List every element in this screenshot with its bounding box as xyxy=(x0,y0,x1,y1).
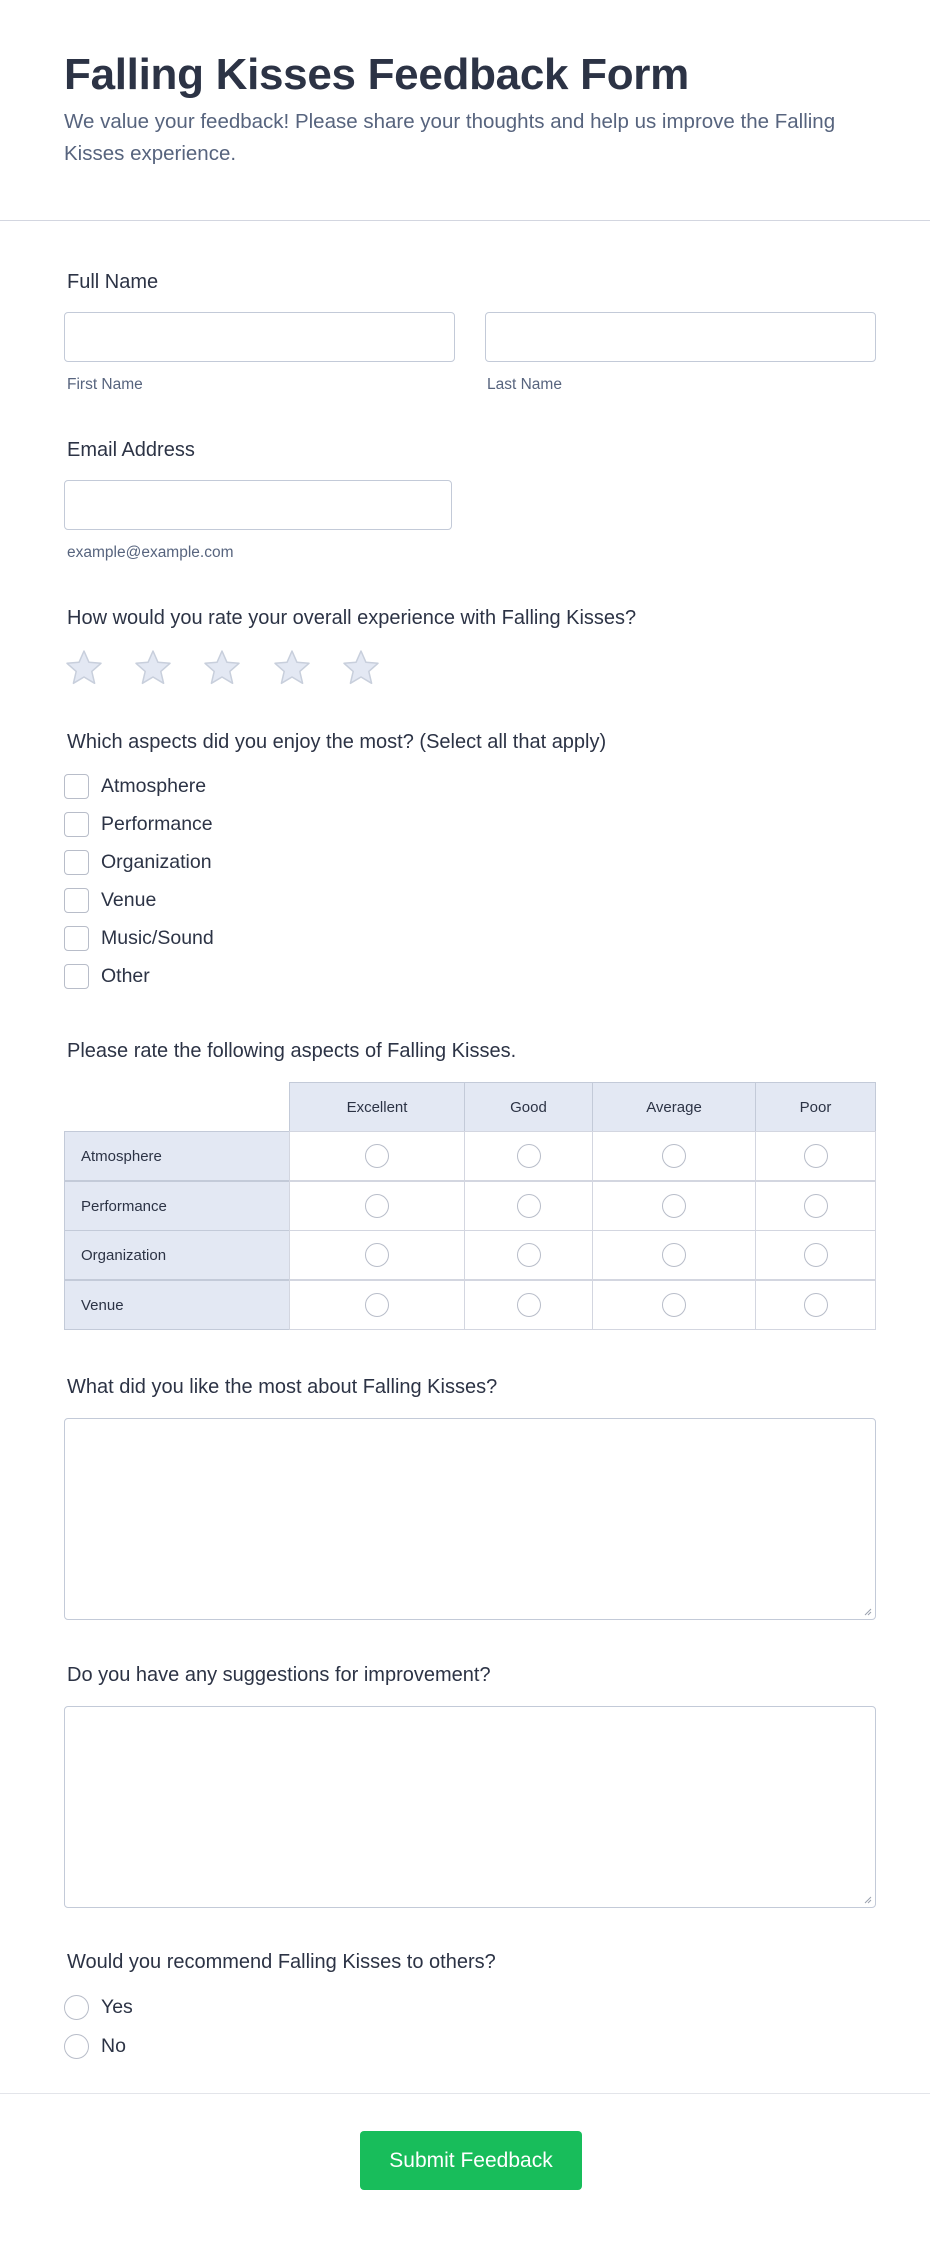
matrix-row-header: Venue xyxy=(64,1280,290,1330)
matrix-cell xyxy=(592,1181,756,1231)
matrix-radio[interactable] xyxy=(365,1194,389,1218)
aspect-option-label: Organization xyxy=(101,851,212,873)
matrix-cell xyxy=(755,1131,876,1181)
matrix-cell xyxy=(592,1131,756,1181)
recommend-option-label: Yes xyxy=(101,1996,133,2018)
matrix-cell xyxy=(755,1230,876,1280)
aspect-option-label: Music/Sound xyxy=(101,927,214,949)
matrix-radio[interactable] xyxy=(365,1144,389,1168)
full-name-label: Full Name xyxy=(67,271,159,293)
star-icon[interactable] xyxy=(64,648,104,688)
aspect-option-label: Performance xyxy=(101,813,213,835)
recommend-option-label: No xyxy=(101,2035,126,2057)
recommend-question: Would you recommend Falling Kisses to others? xyxy=(67,1951,496,1973)
aspect-option-label: Atmosphere xyxy=(101,775,207,797)
matrix-cell xyxy=(289,1181,465,1231)
matrix-cell xyxy=(464,1131,593,1181)
matrix-cell xyxy=(755,1181,876,1231)
matrix-radio[interactable] xyxy=(662,1144,686,1168)
aspect-checkbox[interactable] xyxy=(64,964,89,989)
star-icon[interactable] xyxy=(133,648,173,688)
star-icon[interactable] xyxy=(202,648,242,688)
rating-question: How would you rate your overall experience with Falling Kisses? xyxy=(67,607,637,629)
matrix-radio[interactable] xyxy=(804,1194,828,1218)
aspect-checkbox[interactable] xyxy=(64,888,89,913)
liked-most-question: What did you like the most about Falling Kisses? xyxy=(67,1376,498,1398)
suggestions-question: Do you have any suggestions for improvement? xyxy=(67,1664,491,1686)
last-name-sublabel: Last Name xyxy=(487,376,562,393)
matrix-column-header: Good xyxy=(464,1082,593,1132)
star-icon[interactable] xyxy=(272,648,312,688)
matrix-radio[interactable] xyxy=(804,1243,828,1267)
matrix-cell xyxy=(464,1181,593,1231)
footer-divider xyxy=(0,2093,930,2094)
page-subtitle: We value your feedback! Please share your thoughts and help us improve the Falling Kisses experience. xyxy=(64,110,836,165)
suggestions-textarea[interactable] xyxy=(64,1706,876,1908)
matrix-radio[interactable] xyxy=(365,1293,389,1317)
matrix-cell xyxy=(592,1280,756,1330)
aspect-checkbox[interactable] xyxy=(64,850,89,875)
aspect-checkbox[interactable] xyxy=(64,812,89,837)
matrix-radio[interactable] xyxy=(662,1293,686,1317)
last-name-input[interactable] xyxy=(485,312,876,362)
matrix-radio[interactable] xyxy=(662,1243,686,1267)
resize-grip-icon[interactable] xyxy=(862,1606,872,1616)
matrix-row-header: Performance xyxy=(64,1181,290,1231)
matrix-row-header: Organization xyxy=(64,1230,290,1280)
recommend-radio[interactable] xyxy=(64,1995,89,2020)
recommend-radio[interactable] xyxy=(64,2034,89,2059)
liked-most-textarea[interactable] xyxy=(64,1418,876,1620)
matrix-question: Please rate the following aspects of Falling Kisses. xyxy=(67,1040,517,1062)
matrix-radio[interactable] xyxy=(804,1144,828,1168)
matrix-cell xyxy=(755,1280,876,1330)
matrix-cell xyxy=(289,1131,465,1181)
matrix-radio[interactable] xyxy=(662,1194,686,1218)
matrix-radio[interactable] xyxy=(517,1194,541,1218)
aspect-option-label: Venue xyxy=(101,889,157,911)
matrix-column-header: Poor xyxy=(755,1082,876,1132)
page-title: Falling Kisses Feedback Form xyxy=(64,50,689,99)
matrix-radio[interactable] xyxy=(517,1243,541,1267)
matrix-cell xyxy=(464,1230,593,1280)
matrix-cell xyxy=(289,1280,465,1330)
aspect-checkbox[interactable] xyxy=(64,926,89,951)
email-input[interactable] xyxy=(64,480,452,530)
email-label: Email Address xyxy=(67,439,195,461)
star-icon[interactable] xyxy=(341,648,381,688)
matrix-cell xyxy=(289,1230,465,1280)
resize-grip-icon[interactable] xyxy=(862,1894,872,1904)
form-header xyxy=(0,0,930,221)
matrix-cell xyxy=(464,1280,593,1330)
matrix-column-header: Excellent xyxy=(289,1082,465,1132)
email-sublabel: example@example.com xyxy=(67,544,234,561)
matrix-row-header: Atmosphere xyxy=(64,1131,290,1181)
matrix-radio[interactable] xyxy=(517,1293,541,1317)
aspect-option-label: Other xyxy=(101,965,150,987)
matrix-cell xyxy=(592,1230,756,1280)
rating-matrix xyxy=(64,1082,876,1331)
matrix-radio[interactable] xyxy=(365,1243,389,1267)
matrix-radio[interactable] xyxy=(804,1293,828,1317)
aspect-checkbox[interactable] xyxy=(64,774,89,799)
first-name-sublabel: First Name xyxy=(67,376,143,393)
matrix-column-header: Average xyxy=(592,1082,756,1132)
matrix-radio[interactable] xyxy=(517,1144,541,1168)
first-name-input[interactable] xyxy=(64,312,455,362)
submit-button[interactable]: Submit Feedback xyxy=(360,2131,582,2190)
aspects-question: Which aspects did you enjoy the most? (Select all that apply) xyxy=(67,731,607,753)
